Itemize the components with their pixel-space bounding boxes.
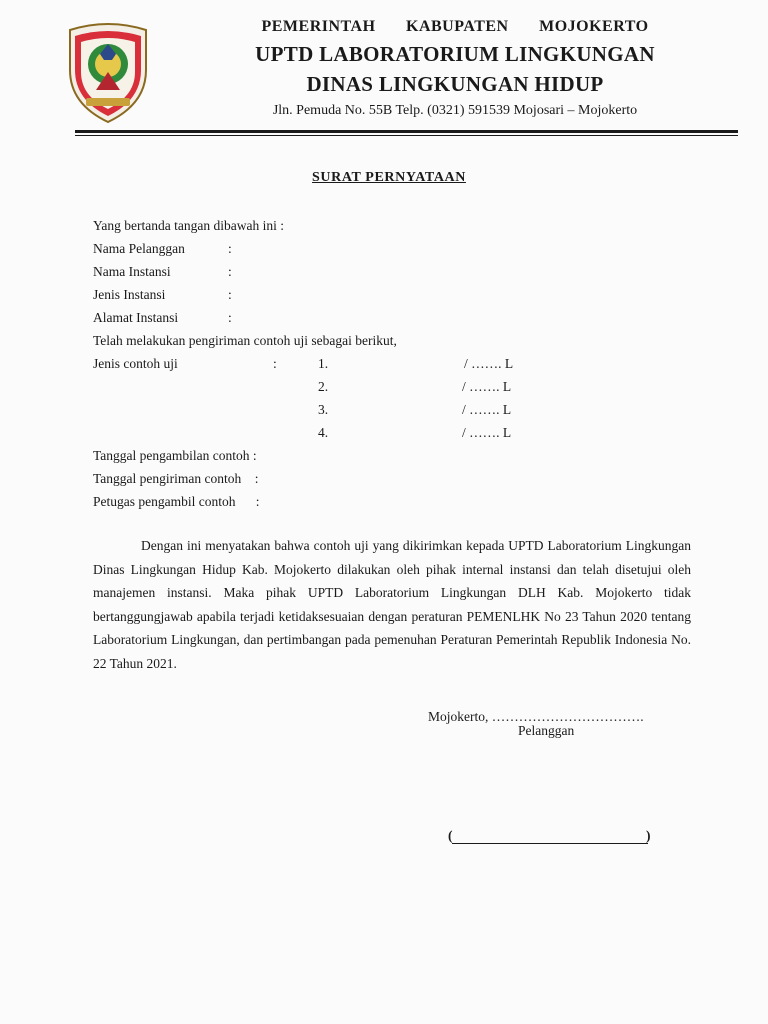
field-label: Nama Instansi — [93, 264, 171, 279]
field-label: Nama Pelanggan — [93, 241, 185, 256]
signature-close-paren: ) — [646, 828, 651, 843]
sample-item-number: 2. — [318, 379, 329, 394]
field-label: Jenis Instansi — [93, 287, 166, 302]
sample-item-volume: / ……. L — [462, 425, 512, 440]
letterhead-department: DINAS LINGKUNGAN HIDUP — [306, 72, 604, 96]
sample-item-volume: / ……. L — [462, 379, 512, 394]
signature-line — [452, 843, 648, 844]
letterhead-address: Jln. Pemuda No. 55B Telp. (0321) 591539 Mojosari – Mojokerto — [272, 103, 638, 118]
field-colon: : — [228, 310, 232, 325]
sample-item-number: 3. — [318, 402, 329, 417]
signature-role: Pelanggan — [518, 723, 575, 738]
date-sampling-line: Tanggal pengambilan contoh : — [93, 448, 257, 463]
sample-colon: : — [273, 356, 277, 371]
sample-item-volume: / ……. L — [464, 356, 514, 371]
intro-line: Yang bertanda tangan dibawah ini : — [93, 218, 284, 233]
field-colon: : — [228, 241, 232, 256]
sample-label: Jenis contoh uji — [93, 356, 178, 371]
letterhead-rule-thick — [75, 130, 738, 133]
sampling-officer-line: Petugas pengambil contoh : — [93, 494, 260, 509]
signature-place-date: Mojokerto, ……………………………. — [428, 709, 644, 724]
document-title: SURAT PERNYATAAN — [312, 170, 466, 185]
statement-text: Dengan ini menyatakan bahwa contoh uji yang dikirimkan kepada UPTD Laboratorium Lingkungan Dinas Lingkungan Hidup Kab. Mojokerto dilakukan oleh pihak internal instansi dan telah disetujui oleh manajemen instansi. Maka pihak UPTD Laboratorium Lingkungan DLH Kab. Mojokerto tidak bertanggungjawab apabila terjadi ketidaksesuaian dengan peraturan PEMENLHK No 23 Tahun 2020 tentang Laboratorium Lingkungan, dan pertimbangan pada pemenuhan Peraturan Pemerintah Republik Indonesia No. 22 Tahun 2021. — [93, 538, 691, 671]
date-shipping-line: Tanggal pengiriman contoh : — [93, 471, 259, 486]
sample-item-number: 1. — [318, 356, 329, 371]
letterhead-rule-thin — [75, 135, 738, 136]
sample-item-volume: / ……. L — [462, 402, 512, 417]
shipment-line: Telah melakukan pengiriman contoh uji sebagai berikut, — [93, 333, 397, 348]
letterhead-government: PEMERINTAH KABUPATEN MOJOKERTO — [261, 18, 649, 35]
field-colon: : — [228, 264, 232, 279]
field-colon: : — [228, 287, 232, 302]
sample-item-number: 4. — [318, 425, 329, 440]
statement-paragraph — [93, 534, 691, 675]
signature-open-paren: ( — [448, 828, 453, 843]
letterhead-institution: UPTD LABORATORIUM LINGKUNGAN — [255, 42, 655, 66]
field-label: Alamat Instansi — [93, 310, 179, 325]
